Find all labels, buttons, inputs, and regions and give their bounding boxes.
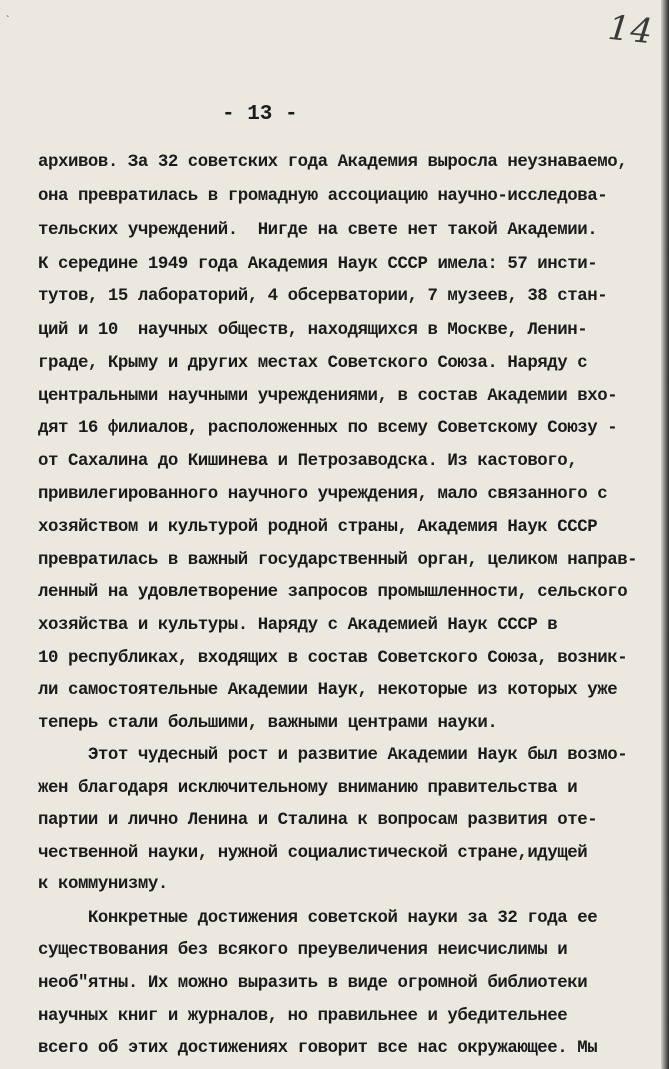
text-line: существования без всякого преувеличения неисчислимы и — [38, 941, 568, 960]
text-line: хозяйством и культурой родной страны, Академия Наук СССР — [38, 518, 598, 537]
text-line: дят 16 филиалов, расположенных по всему Советскому Союзу - — [38, 419, 618, 438]
text-line: архивов. За 32 советских года Академия выросла неузнаваемо, — [38, 153, 628, 172]
text-line: к коммунизму. — [38, 875, 168, 894]
text-line: 10 республиках, входящих в состав Советского Союза, возник- — [38, 649, 628, 668]
margin-mark: ` — [4, 14, 12, 28]
text-line: всего об этих достижениях говорит все нас окружающее. Мы — [38, 1039, 598, 1058]
text-line: Конкретные достижения советской науки за 32 года ее — [38, 909, 598, 928]
text-line: хозяйства и культуры. Наряду с Академией Наук СССР в — [38, 616, 558, 635]
text-line: ций и 10 научных обществ, находящихся в Москве, Ленин- — [38, 321, 588, 340]
text-line: теперь стали большими, важными центрами науки. — [38, 714, 498, 733]
text-line: жен благодаря исключительному вниманию правительства и — [38, 779, 578, 798]
text-line: граде, Крыму и других местах Советского Союза. Наряду с — [38, 354, 588, 373]
text-line: тутов, 15 лабораторий, 4 обсерватории, 7 музеев, 38 стан- — [38, 287, 608, 306]
text-line: от Сахалина до Кишинева и Петрозаводска. Из кастового, — [38, 452, 578, 471]
page-edge-shadow — [661, 0, 669, 1069]
page-number: - 13 - — [222, 103, 298, 126]
text-line: необ"ятны. Их можно выразить в виде огромной библиотеки — [38, 974, 588, 993]
text-line: центральными научными учреждениями, в состав Академии вхо- — [38, 387, 618, 406]
text-line: чественной науки, нужной социалистической стране,идущей — [38, 844, 588, 863]
text-line: превратилась в важный государственный орган, целиком направ- — [38, 551, 638, 570]
text-line: тельских учреждений. Нигде на свете нет такой Академии. — [38, 221, 598, 240]
text-line: ленный на удовлетворение запросов промышленности, сельского — [38, 583, 628, 602]
text-line: партии и лично Ленина и Сталина к вопросам развития оте- — [38, 811, 598, 830]
text-line: К середине 1949 года Академия Наук СССР имела: 57 инсти- — [38, 255, 598, 274]
text-line: Этот чудесный рост и развитие Академии Наук был возмо- — [38, 746, 628, 765]
handwritten-archive-number: 14 — [606, 7, 656, 53]
text-line: она превратилась в громадную ассоциацию научно-исследова- — [38, 187, 608, 206]
text-line: ли самостоятельные Академии Наук, некоторые из которых уже — [38, 681, 618, 700]
text-line: привилегированного научного учреждения, мало связанного с — [38, 485, 608, 504]
text-line: научных книг и журналов, но правильнее и убедительнее — [38, 1007, 568, 1026]
